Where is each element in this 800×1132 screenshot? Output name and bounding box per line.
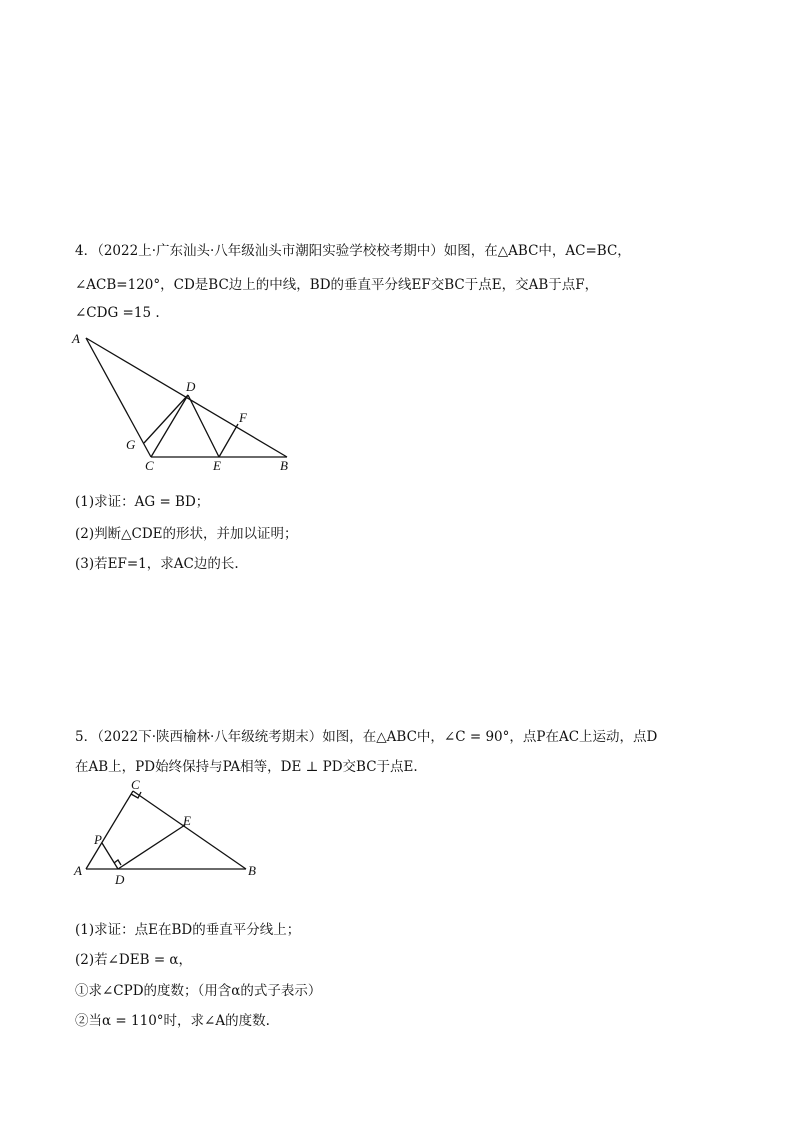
label-p: P	[94, 832, 102, 847]
label-e: E	[183, 813, 191, 828]
segment-de	[188, 395, 219, 457]
label-c: C	[131, 778, 140, 792]
problem-4-question-3: (3)若EF=1，求AC边的长.	[75, 556, 239, 572]
label-c: C	[145, 458, 154, 473]
problem-5-line-1: 5．（2022下·陕西榆林·八年级统考期末）如图，在△ABC中，∠C = 90°，点P在AC上运动，点D	[75, 729, 658, 745]
segment-ef	[219, 424, 238, 457]
problem-5-question-1: (1)求证：点E在BD的垂直平分线上；	[75, 922, 301, 938]
problem-5-question-2: (2)若∠DEB = α，	[75, 952, 193, 968]
problem-4-question-1: (1)求证：AG = BD；	[75, 494, 210, 510]
problem-4-question-2: (2)判断△CDE的形状，并加以证明；	[75, 526, 298, 542]
segment-cb	[133, 791, 246, 869]
problem-4-figure	[60, 325, 310, 480]
problem-4-line-1: 4．（2022上·广东汕头·八年级汕头市潮阳实验学校校考期中）如图，在△ABC中，AC=BC，	[75, 243, 631, 259]
problem-5-question-2b: ②当α = 110°时，求∠A的度数.	[75, 1013, 270, 1029]
problem-5-question-2a: ①求∠CPD的度数；（用含α的式子表示）	[75, 983, 322, 999]
label-a: A	[72, 331, 80, 346]
problem-4-line-3: ∠CDG =15 .	[75, 305, 160, 321]
segment-ac	[86, 338, 151, 457]
problem-5-line-2: 在AB上，PD始终保持与PA相等，DE ⊥ PD交BC于点E.	[75, 759, 418, 775]
segment-ac	[86, 791, 133, 869]
segment-dc	[151, 395, 188, 457]
label-e: E	[213, 458, 221, 473]
label-b: B	[280, 458, 288, 473]
segment-dg	[144, 395, 188, 443]
label-d: D	[186, 379, 196, 394]
label-g: G	[126, 437, 136, 452]
segment-pd	[102, 843, 118, 869]
segment-de	[118, 825, 185, 869]
label-f: F	[239, 410, 247, 425]
label-a: A	[74, 863, 82, 878]
label-b: B	[248, 863, 256, 878]
label-d: D	[115, 872, 125, 887]
problem-5-figure	[60, 778, 270, 888]
problem-4-line-2: ∠ACB=120°，CD是BC边上的中线，BD的垂直平分线EF交BC于点E，交AB于点F，	[75, 277, 599, 293]
